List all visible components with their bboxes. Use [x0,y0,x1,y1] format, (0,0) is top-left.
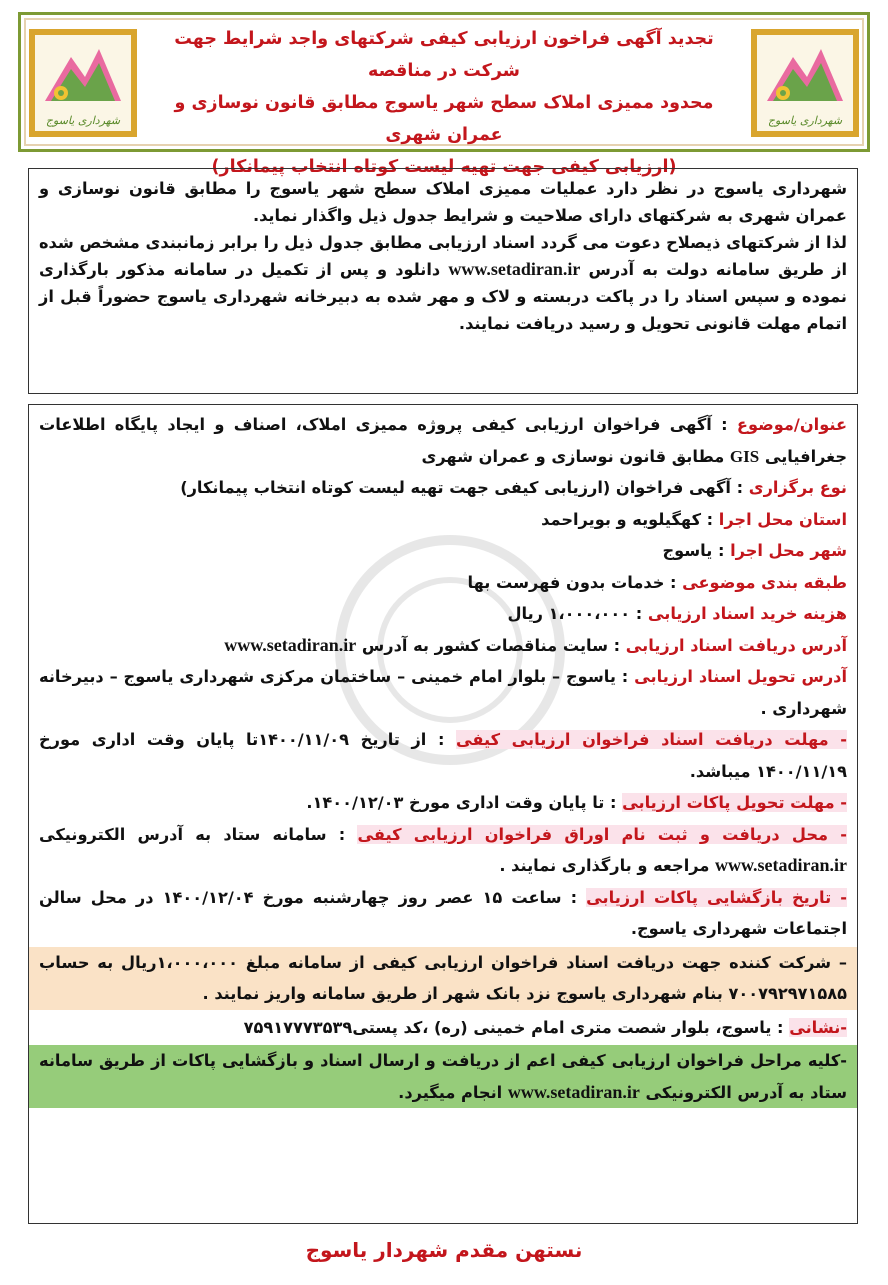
logo-text: شهرداری یاسوج [767,114,843,127]
intro-paragraph-2 [39,229,847,337]
cost-label: هزینه خرید اسناد ارزیابی [647,604,847,623]
subject-value-b: مطابق قانون نوسازی و عمران شهری [421,446,725,466]
cost-value: : ۱،۰۰۰،۰۰۰ ریال [507,604,643,623]
receive-value: : سایت مناقصات کشور به آدرس [361,635,621,655]
signature: نستهن مقدم شهردار یاسوج [305,1238,583,1262]
address-label: -نشانی [789,1017,847,1037]
subject-value: : آگهی فراخوان ارزیابی کیفی پروژه ممیزی املاک، اصناف و ایجاد پایگاه اطلاعات جغرافیایی [39,415,847,466]
final-text-b: انجام میگیرد. [398,1082,503,1102]
setad-link[interactable]: www.setadiran.ir [448,259,581,279]
municipality-logo-left [29,29,137,137]
intro-paragraph-1: شهرداری یاسوج در نظر دارد عملیات ممیزی املاک سطح شهر یاسوج را مطابق قانون نوسازی و عمران شهری به شرکتهای دارای صلاحیت و شرایط جدول ذیل واگذار نماید. [39,179,847,225]
province-value: : کهگیلویه و بویراحمد [541,509,714,529]
city-label: شهر محل اجرا [730,541,847,560]
deliver-row [39,661,847,724]
opening-value: : ساعت ۱۵ عصر روز چهارشنبه مورخ ۱۴۰۰/۱۲/۰۴ در محل سالن اجتماعات شهرداری یاسوج. [39,887,847,938]
receive-row [39,630,847,662]
register-value-b: مراجعه و بارگذاری نمایند . [499,856,710,875]
details-block [28,404,858,1224]
address-value: : یاسوج، بلوار شصت متری امام خمینی (ره) ،کد پستی۷۵۹۱۷۷۷۳۵۳۹ [243,1017,784,1037]
header-title [149,23,739,183]
payment-text: – شرکت کننده جهت دریافت اسناد فراخوان ارزیابی کیفی از سامانه مبلغ ۱،۰۰۰،۰۰۰ریال به حساب ۷۰۰۷۹۲۹۷۱۵۸۵ بنام شهرداری یاسوج نزد بانک شهر از طریق سامانه واریز نمایند . [39,952,847,1003]
city-row [39,535,847,567]
category-label: طبقه بندی موضوعی [682,572,847,592]
register-label: - محل دریافت و ثبت نام اوراق فراخوان ارزیابی کیفی [357,824,847,844]
address-row [39,1012,847,1044]
mountain-logo-icon [41,39,125,109]
register-link[interactable]: www.setadiran.ir [715,855,847,875]
municipality-logo-right [751,29,859,137]
final-link[interactable]: www.setadiran.ir [507,1081,640,1102]
opening-label: - تاریخ بازگشایی پاکات ارزیابی [586,887,847,907]
type-row [39,472,847,504]
type-value: : آگهی فراخوان (ارزیابی کیفی جهت تهیه لیست کوتاه انتخاب پیمانکار) [180,478,744,497]
register-row [39,819,847,882]
mountain-logo-icon [763,39,847,109]
deliver-value: : یاسوج – بلوار امام خمینی – ساختمان مرکزی شهرداری یاسوج – دبیرخانه شهرداری . [39,667,847,718]
subject-label: عنوان/موضوع [736,415,848,434]
city-value: : یاسوج [662,541,725,560]
title-line-1: تجدید آگهی فراخون ارزیابی کیفی شرکتهای واجد شرایط جهت شرکت در مناقصه [174,29,714,81]
type-label: نوع برگزاری [748,478,847,497]
packet-label: - مهلت تحویل پاکات ارزیابی [622,793,847,812]
packet-row [39,787,847,819]
final-text: -کلیه مراحل فراخوان ارزیابی کیفی اعم از دریافت و ارسال اسناد و بازگشایی پاکات از طریق سامانه ستاد به آدرس الکترونیکی [39,1051,847,1102]
category-row [39,567,847,599]
province-row [39,504,847,536]
final-row [29,1045,857,1108]
payment-row [29,947,857,1010]
intro-text-a: لذا از شرکتهای ذیصلاح دعوت می گردد اسناد ارزیابی مطابق جدول ذیل را برابر زمانبندی مشخص شده از طریق سامانه دولت به آدرس [39,233,847,279]
category-value: : خدمات بدون فهرست بها [467,572,677,592]
intro-block [28,168,858,394]
subject-row [39,409,847,472]
cost-row [39,598,847,630]
register-value: : سامانه ستاد به آدرس الکترونیکی [39,824,346,844]
header-frame [18,12,870,177]
province-label: استان محل اجرا [718,509,847,529]
title-line-3: (ارزیابی کیفی جهت تهیه لیست کوتاه انتخاب پیمانکار) [211,157,677,177]
intro-text-b: دانلود و پس از تکمیل در سامانه مذکور بارگذاری نموده و سپس اسناد را در پاکت دربسته و لاک و مهر شده به دبیرخانه شهرداری یاسوج حضوراً قبل از اتمام مهلت قانونی تحویل و رسید دریافت نمایند. [39,260,847,333]
deadline-row [39,724,847,787]
receive-label: آدرس دریافت اسناد ارزیابی [625,635,847,655]
deliver-label: آدرس تحویل اسناد ارزیابی [634,667,847,686]
opening-row [39,882,847,945]
deadline-value: : از تاریخ ۱۴۰۰/۱۱/۰۹تا پایان وقت اداری مورخ ۱۴۰۰/۱۱/۱۹ میباشد. [39,730,847,781]
logo-text: شهرداری یاسوج [45,114,121,127]
receive-link[interactable]: www.setadiran.ir [224,634,357,655]
title-line-2: محدود ممیزی املاک سطح شهر یاسوج مطابق قانون نوسازی و عمران شهری [174,93,714,145]
subject-gis: GIS [729,446,760,466]
packet-value: : تا پایان وقت اداری مورخ ۱۴۰۰/۱۲/۰۳. [306,793,617,812]
deadline-label: - مهلت دریافت اسناد فراخوان ارزیابی کیفی [456,730,848,749]
